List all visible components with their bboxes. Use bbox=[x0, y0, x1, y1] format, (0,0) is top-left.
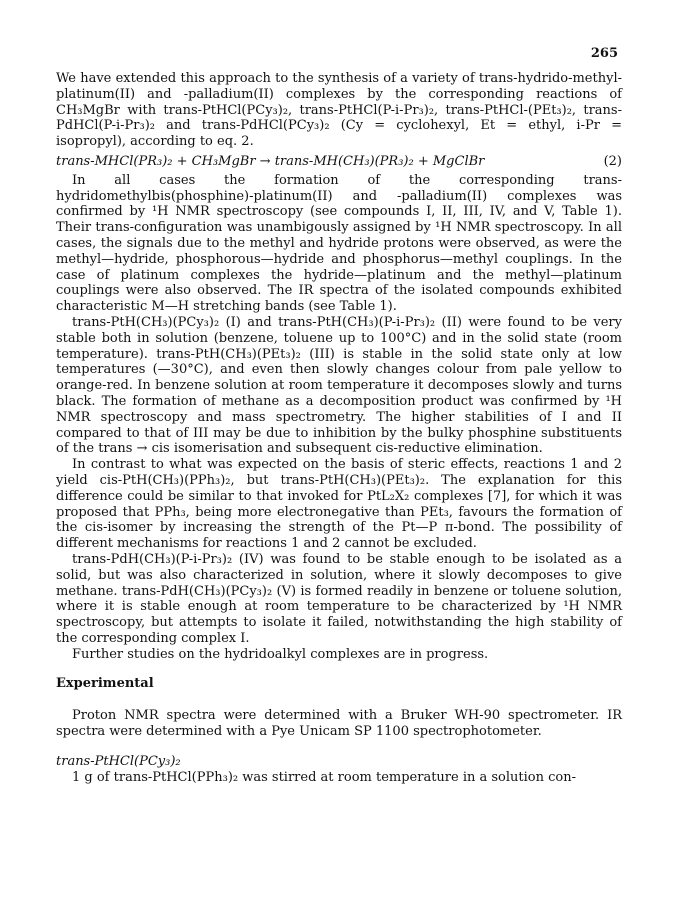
equation-number: (2) bbox=[603, 153, 622, 169]
paragraph-palladium: trans-PdH(CH₃)(P-i-Pr₃)₂ (IV) was found to be stable enough to be isolated as a solid, but was also characterized in solution, where it slowly decomposes to give methane. trans-PdH(CH₃)(PCy₃)₂ (V) is formed readily in benzene or toluene solution, where it is stable enough at room temperature to be characterized by ¹H NMR spectroscopy, but attempts to isolate it failed, notwithstanding the high stability of the corresponding complex I. bbox=[56, 551, 622, 646]
paragraph-contrast: In contrast to what was expected on the basis of steric effects, reactions 1 and 2 yield cis-PtH(CH₃)(PPh₃)₂, but trans-PtH(CH₃)(PEt₃)₂. The explanation for this difference could be similar to that invoked for PtL₂X₂ complexes [7], for which it was proposed that PPh₃, being more electronegative than PEt₃, favours the formation of the cis-isomer by increasing the strength of the Pt—P π-bond. The possibility of different mechanisms for reactions 1 and 2 cannot be excluded. bbox=[56, 457, 622, 552]
article-body bbox=[56, 71, 622, 785]
paragraph-procedure: 1 g of trans-PtHCl(PPh₃)₂ was stirred at room temperature in a solution con- bbox=[72, 769, 576, 785]
equation-text: trans-MHCl(PR₃)₂ + CH₃MgBr → trans-MH(CH₃)(PR₃)₂ + MgClBr bbox=[56, 153, 485, 169]
section-heading-experimental: Experimental bbox=[56, 676, 154, 692]
intro-paragraph: We have extended this approach to the synthesis of a variety of trans-hydrido-methyl-platinum(II) and -palladium(II) complexes by the corresponding reactions of CH₃MgBr with trans-PtHCl(PCy₃)₂, trans-PtHCl(P-i-Pr₃)₂, trans-PtHCl-(PEt₃)₂, trans-PdHCl(P-i-Pr₃)₂ and trans-PdHCl(PCy₃)₂ (Cy = cyclohexyl, Et = ethyl, i-Pr = isopropyl), according to eq. 2. bbox=[56, 71, 622, 150]
compound-subheading: trans-PtHCl(PCy₃)₂ bbox=[56, 753, 181, 769]
equation-2 bbox=[56, 154, 622, 170]
paragraph-further: Further studies on the hydridoalkyl complexes are in progress. bbox=[72, 646, 489, 662]
page-number: 265 bbox=[590, 46, 618, 61]
paragraph-nmr: In all cases the formation of the corresponding trans-hydridomethylbis(phosphine)-platinum(II) and -palladium(II) complexes was confirmed by ¹H NMR spectroscopy (see compounds I, II, III, IV, and V, Table 1). Their trans-configuration was unambigously assigned by ¹H NMR spectroscopy. In all cases, the signals due to the methyl and hydride protons were observed, as were the methyl—hydride, phosphorous—hydride and phosphorus—methyl couplings. In the case of platinum complexes the hydride—platinum and the methyl—platinum couplings were also observed. The IR spectra of the isolated compounds exhibited characteristic M—H stretching bands (see Table 1). bbox=[56, 172, 622, 315]
paragraph-stability: trans-PtH(CH₃)(PCy₃)₂ (I) and trans-PtH(CH₃)(P-i-Pr₃)₂ (II) were found to be very stable both in solution (benzene, toluene up to 100°C) and in the solid state (room temperature). trans-PtH(CH₃)(PEt₃)₂ (III) is stable in the solid state only at low temperatures (—30°C), and even then slowly changes colour from pale yellow to orange-red. In benzene solution at room temperature it decomposes slowly and turns black. The formation of methane as a decomposition product was confirmed by ¹H NMR spectroscopy and mass spectrometry. The higher stabilities of I and II compared to that of III may be due to inhibition by the bulky phosphine substituents of the trans → cis isomerisation and subsequent cis-reductive elimination. bbox=[56, 314, 622, 457]
paragraph-experimental: Proton NMR spectra were determined with a Bruker WH-90 spectrometer. IR spectra were determined with a Pye Unicam SP 1100 spectrophotometer. bbox=[56, 708, 622, 740]
